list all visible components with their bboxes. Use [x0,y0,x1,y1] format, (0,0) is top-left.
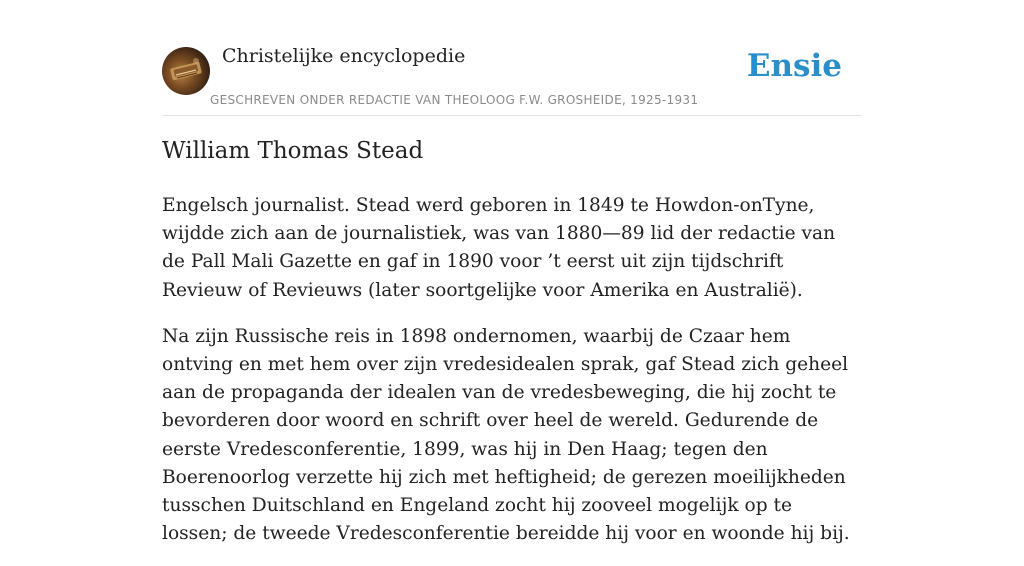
article-paragraph: Engelsch journalist. Stead werd geboren in 1849 te Howdon-onTyne, wijdde zich aan de journalistiek, was van 1880—89 lid der redactie van de Pall Mali Gazette en gaf in 1890 voor ’t eerst uit zijn tijdschrift Revieuw of Revieuws (later soortgelijke voor Amerika en Australië). [162,195,836,301]
site-title[interactable]: Christelijke encyclopedie [222,45,466,67]
content-column [162,0,862,545]
book-logo-icon[interactable] [162,47,210,95]
article-title: William Thomas Stead [162,138,424,164]
ensie-brand-link[interactable]: Ensie [746,48,842,84]
article-body [162,192,862,566]
article-paragraph: Na zijn Russische reis in 1898 ondernomen, waarbij de Czaar hem ontving en met hem over zijn vredesidealen sprak, gaf Stead zich geheel aan de propaganda der idealen van de vredesbeweging, die hij zocht te bevorderen door woord en schrift over heel de wereld. Gedurende de eerste Vredesconferentie, 1899, was hij in Den Haag; tegen den Boerenoorlog verzette hij zich met heftigheid; de gerezen moeilijkheden tusschen Duitschland en Engeland zocht hij zooveel mogelijk op te lossen; de tweede Vredesconferentie bereidde hij voor en woonde hij bij. [162,325,850,545]
site-header [162,0,862,116]
site-subtitle: GESCHREVEN ONDER REDACTIE VAN THEOLOOG F.W. GROSHEIDE, 1925-1931 [210,93,699,107]
